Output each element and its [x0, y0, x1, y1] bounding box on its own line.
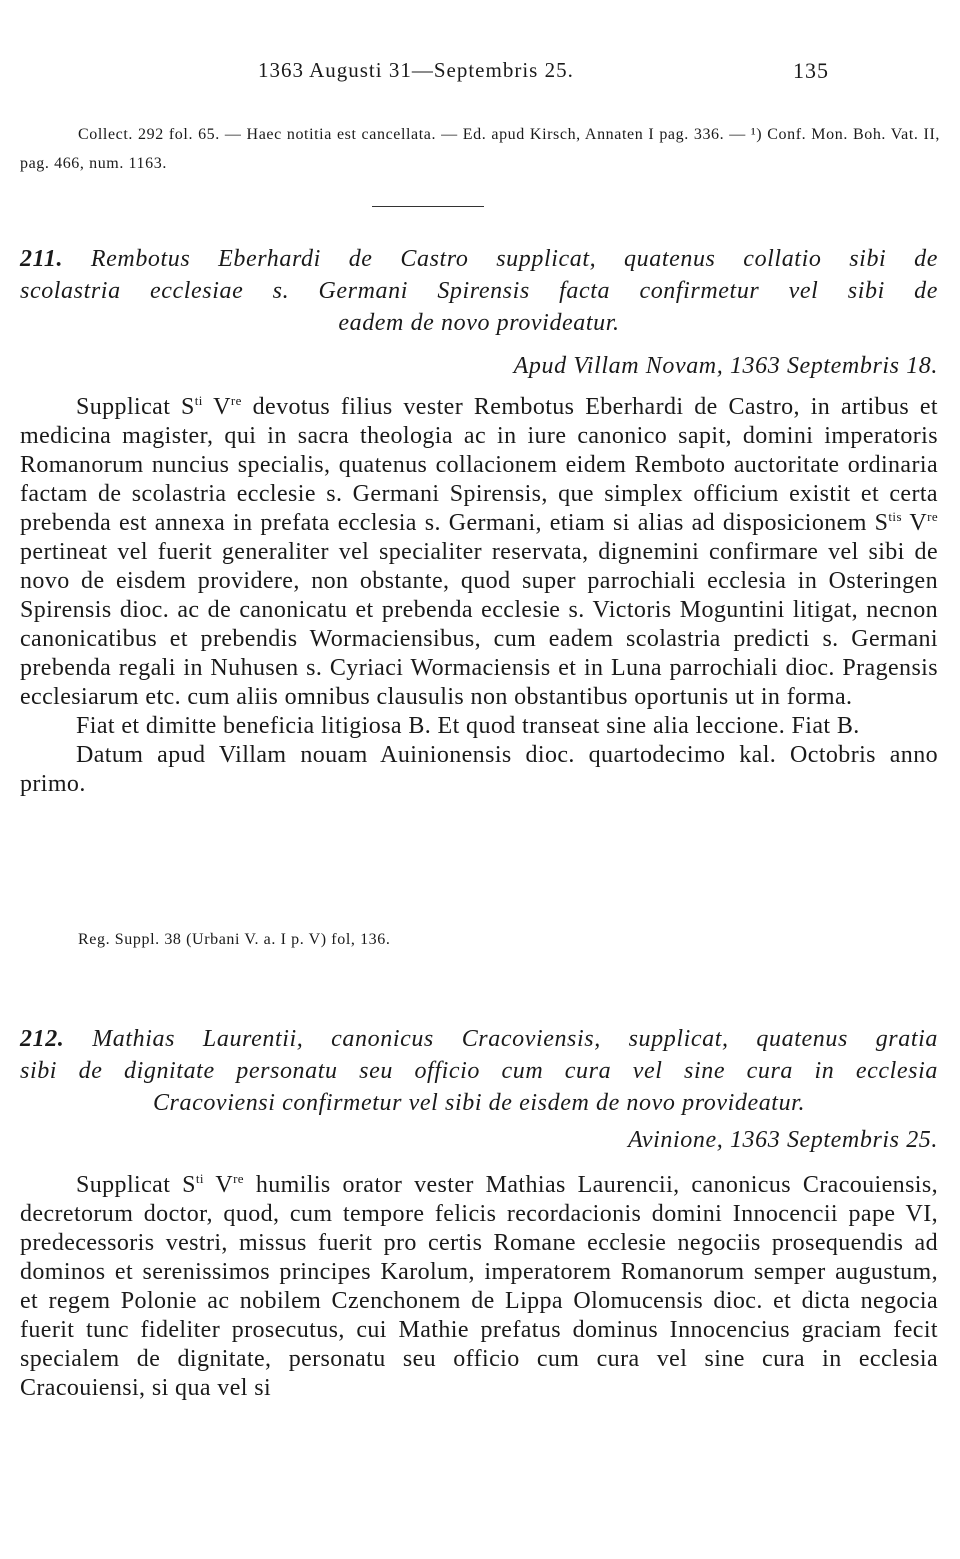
page-number: 135 [793, 58, 829, 83]
entry-211-paragraph-1: Supplicat $S^{ti}$ Vre devotus filius vester Rembotus Eberhardi de Castro, in artibus et medicina magister, qui in sacra theologia ac in iure canonico sapit, domini imperatoris Romanorum nuncius specialis, quatenus collacionem eidem Remboto auctoritate ordinaria factam de scolastria ecclesie s. Germani Spirensis, que simplex officium existit et certa prebenda est annexa in prefata ecclesia s. Germani, etiam si alias ad disposicionem $S^{tis}$ Vre pertineat vel fuerit generaliter vel specialiter reservata, dignemini confirmare vel sibi de novo de eisdem providere, non obstante, quod super parrochiali ecclesia in Osteringen Spirensis dioc. ac de canonicatu et prebenda ecclesie s. Victoris Moguntini litigat, necnon canonicatibus et prebendis Wormaciensibus, cum eadem scolastria predicti s. Germani prebenda regali in Nuhusen s. Cyriaci Wormaciensis et in Luna parrochiali dioc. Pragensis ecclesiarum etc. cum aliis omnibus clausulis non obstantibus oportunis ut in forma. [20, 393, 939, 710]
entry-211-heading-line1: Rembotus Eberhardi de Castro supplicat, quatenus collatio sibi de [90, 246, 938, 272]
entry-212-place-date: Avinione, 1363 Septembris 25. [627, 1127, 938, 1153]
entry-212-heading [20, 1023, 938, 1119]
entry-211-paragraph-3: Datum apud Villam nouam Auinionensis dioc. quartodecimo kal. Octobris anno primo. [20, 742, 938, 797]
entry-212-heading-line3: Cracoviensi confirmetur vel sibi de eisdem de novo provideatur. [152, 1090, 806, 1116]
entry-212-heading-line1: Mathias Laurentii, canonicus Cracoviensis, supplicat, quatenus gratia [92, 1026, 938, 1052]
source-note-210 [20, 120, 940, 178]
entry-211-heading [20, 243, 938, 339]
entry-211-place-date: Apud Villam Novam, 1363 Septembris 18. [513, 353, 938, 379]
running-head [0, 58, 960, 92]
entry-212-heading-line2: sibi de dignitate personatu seu officio cum cura vel sine cura in ecclesia [20, 1058, 938, 1084]
entry-211-number: 211. [20, 246, 64, 272]
entry-211-heading-line3: eadem de novo provideatur. [338, 310, 620, 336]
section-divider [372, 206, 484, 207]
source-note-text: Collect. 292 fol. 65. — Haec notitia est cancellata. — Ed. apud Kirsch, Annaten I pag. 336. — ¹) Conf. Mon. Boh. Vat. II, pag. 466, num. 1163. [20, 126, 940, 172]
entry-211-register-note [20, 925, 940, 954]
register-note-text: Reg. Suppl. 38 (Urbani V. a. I p. V) fol, 136. [78, 931, 391, 948]
entry-211-heading-line2: scolastria ecclesiae s. Germani Spirensis facta confirmetur vel sibi de [20, 278, 938, 304]
entry-212-paragraph-1: Supplicat $S^{ti}$ Vre humilis orator vester Mathias Laurencii, canonicus Cracouiensis, decretorum doctor, quod, cum tempore felicis recordacionis domini Innocencii pape VI, predecessoris vestri, missus fuerit pro certis Romane ecclesie negociis prosequendis ad dominos et serenissimos principes Karolum, imperatorem Romanorum semper augustum, et regem Polonie ac nobilem Czenchonem de Lippa Olomucensis dioc. et dicta negocia fuerit tunc fideliter prosecutus, cui Mathie prefatus dominus Innocencius graciam fecit specialem de dignitate, personatu seu officio cum cura vel sine cura in ecclesia Cracouiensi, si qua vel si [20, 1171, 939, 1401]
entry-211-body [20, 393, 938, 799]
entry-212-number: 212. [20, 1026, 65, 1052]
entry-212-body [20, 1171, 938, 1403]
running-head-title: 1363 Augusti 31—Septembris 25. [258, 58, 574, 82]
entry-211-paragraph-2: Fiat et dimitte beneficia litigiosa B. Et quod transeat sine alia leccione. Fiat B. [76, 713, 860, 739]
